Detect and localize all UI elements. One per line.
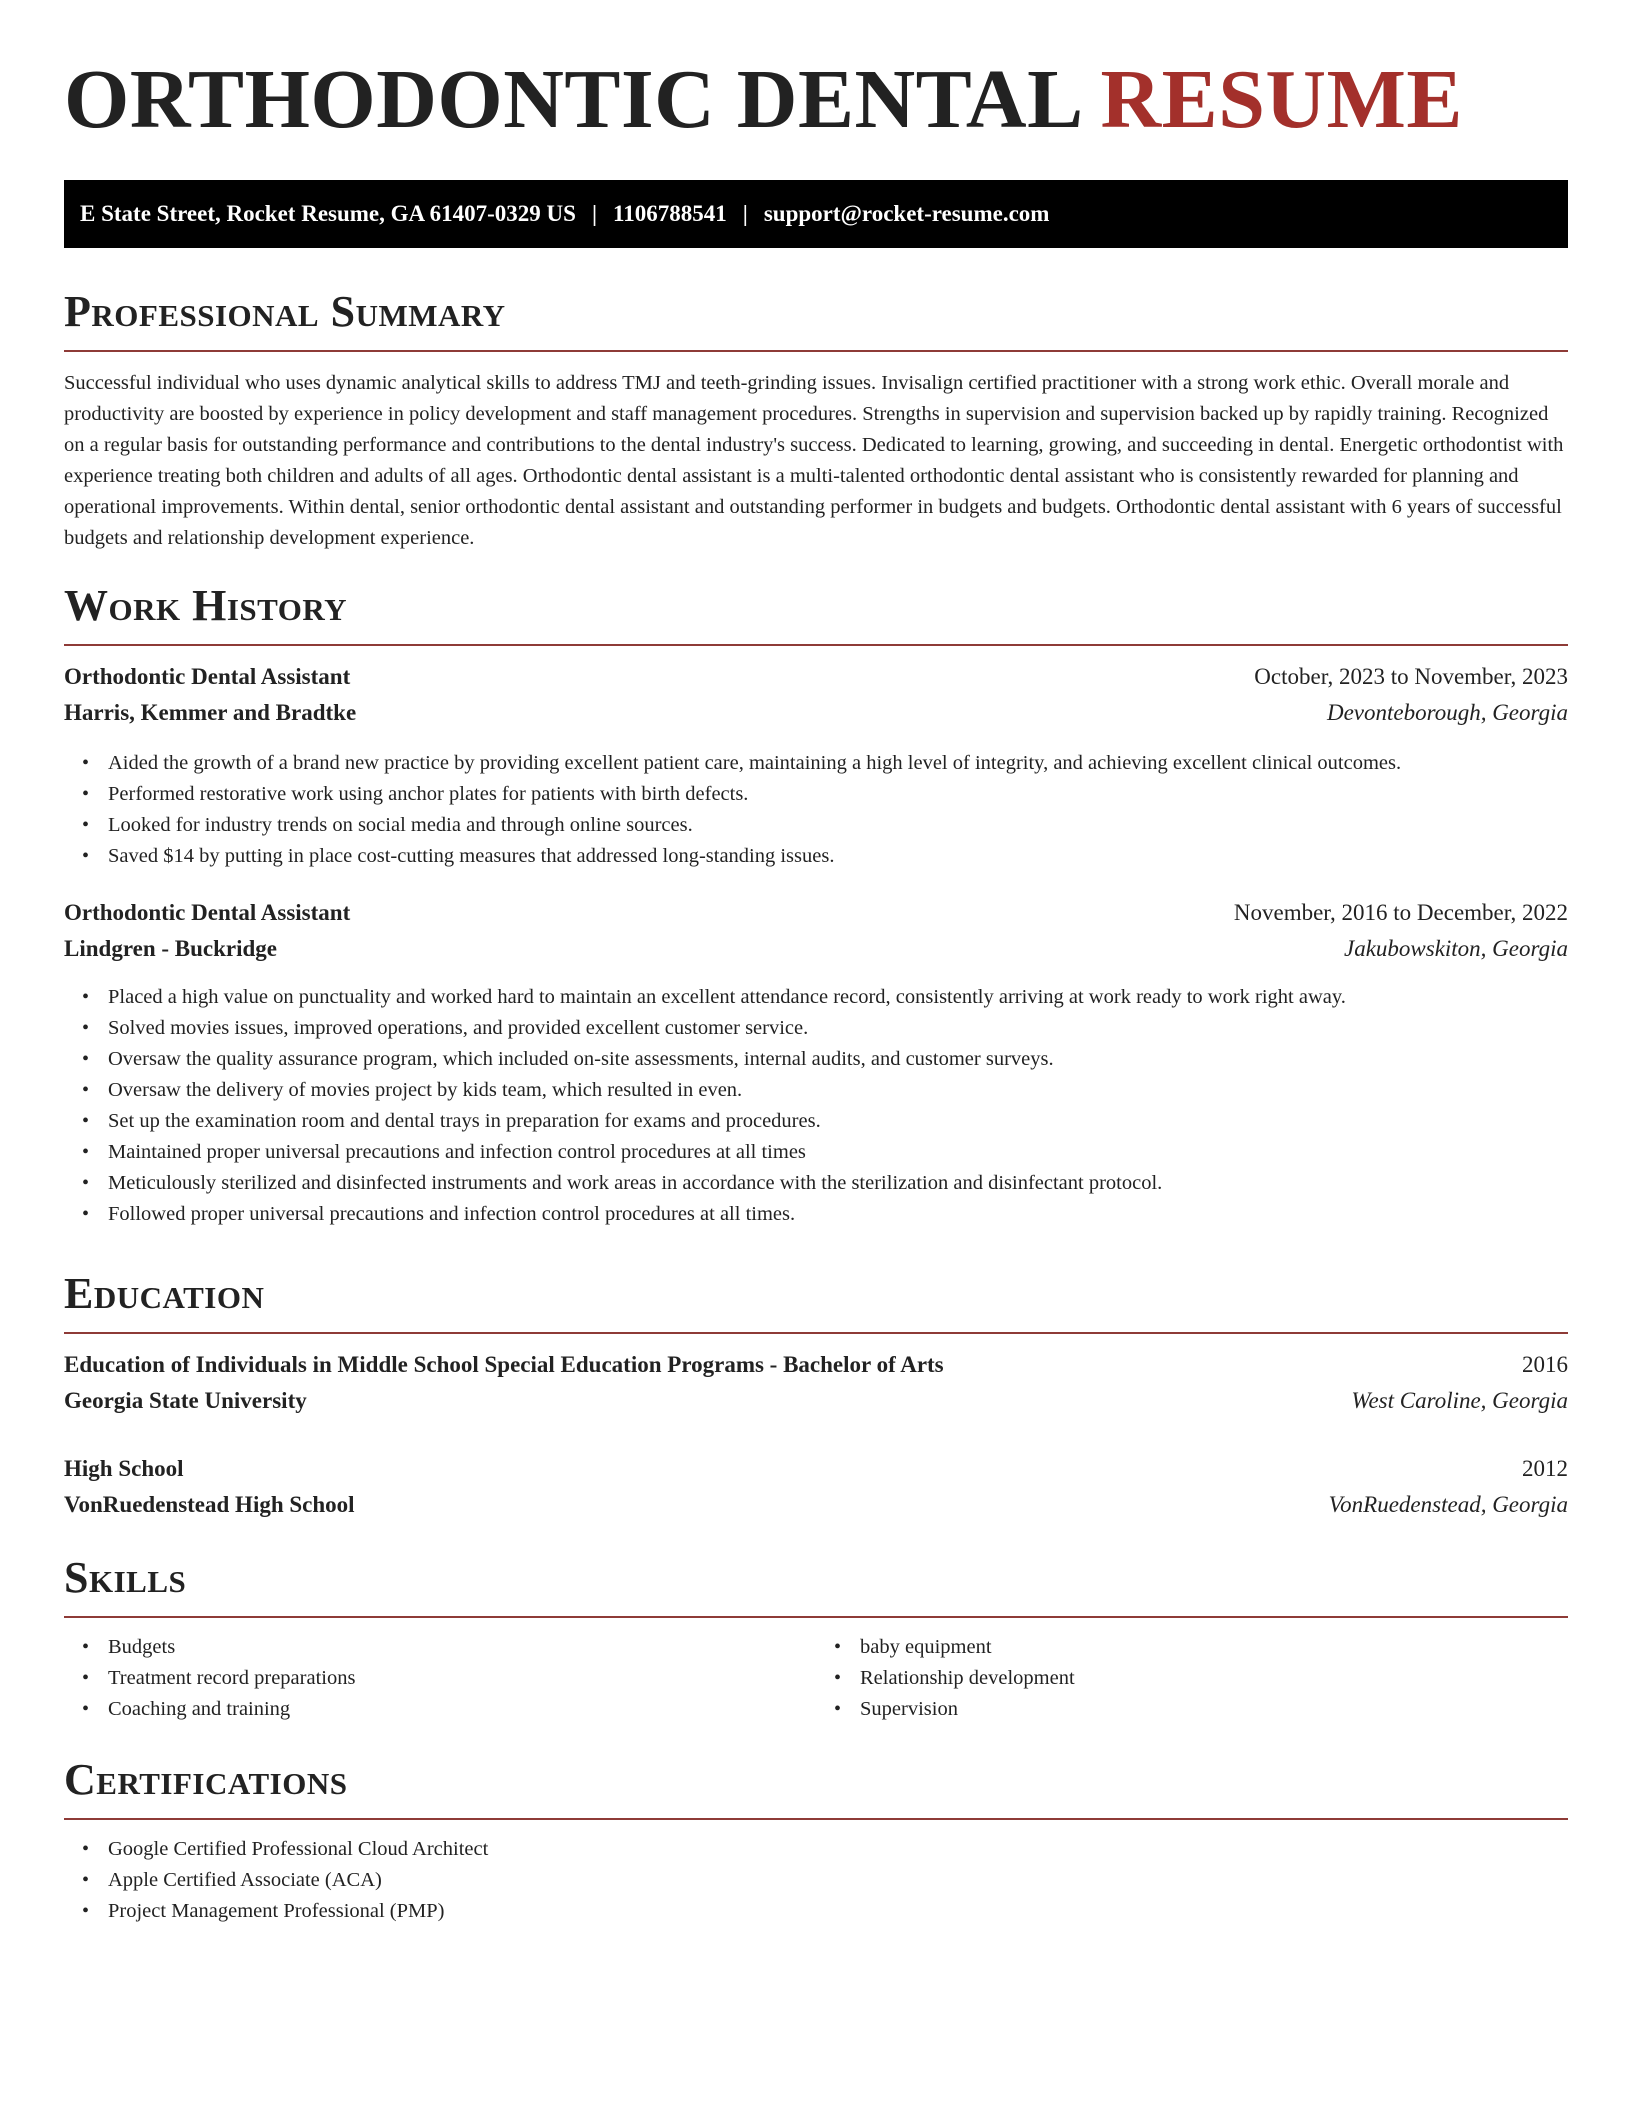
contact-address: E State Street, Rocket Resume, GA 61407-0329 US [80,201,576,226]
education-year: 2012 [1522,1456,1568,1481]
list-item: • Apple Certified Associate (ACA) [108,1865,1568,1896]
education-location: VonRuedenstead, Georgia [1328,1492,1568,1517]
list-item: • Placed a high value on punctuality and worked hard to maintain an excellent attendance record, consistently arriving at work ready to work right away. [108,982,1568,1013]
list-item: • Performed restorative work using anchor plates for patients with birth defects. [108,779,1568,810]
list-item: • Solved movies issues, improved operations, and provided excellent customer service. [108,1013,1568,1044]
section-divider [64,1332,1568,1334]
section-divider [64,644,1568,646]
education-degree: Education of Individuals in Middle School Special Education Programs - Bachelor of Arts [64,1352,944,1377]
list-item: • Saved $14 by putting in place cost-cutting measures that addressed long-standing issues. [108,841,1568,872]
list-item: • Oversaw the quality assurance program, which included on-site assessments, internal audits, and customer surveys. [108,1044,1568,1075]
list-item: • Looked for industry trends on social media and through online sources. [108,810,1568,841]
contact-email: support@rocket-resume.com [763,201,1050,226]
list-item: • Google Certified Professional Cloud Architect [108,1834,1568,1865]
list-item: • Treatment record preparations [108,1663,816,1694]
work-history-heading: Work History [64,581,348,630]
list-item: • Supervision [860,1694,1568,1725]
section-divider [64,350,1568,352]
resume-title [64,53,1568,146]
job-entry [64,664,1568,872]
list-item: • baby equipment [860,1632,1568,1663]
certifications-section [64,1755,1568,1927]
list-item: • Maintained proper universal precautions and infection control procedures at all times [108,1137,1568,1168]
education-heading: Education [64,1269,265,1318]
job-company: Harris, Kemmer and Bradtke [64,700,357,725]
skills-grid [64,1632,1568,1725]
contact-separator: | [742,201,748,226]
job-dates: November, 2016 to December, 2022 [1233,900,1568,925]
summary-section [64,287,1568,554]
list-item: • Set up the examination room and dental trays in preparation for exams and procedures. [108,1106,1568,1137]
list-item: • Project Management Professional (PMP) [108,1896,1568,1927]
contact-separator: | [591,201,598,226]
contact-bar [64,180,1568,248]
list-item: • Meticulously sterilized and disinfected instruments and work areas in accordance with the sterilization and disinfectant protocol. [108,1168,1568,1199]
education-degree: High School [64,1456,184,1481]
skills-heading: Skills [64,1553,187,1602]
job-bullets [64,982,1568,1230]
education-entry [64,1456,1568,1528]
job-bullets [64,748,1568,872]
summary-text: Successful individual who uses dynamic analytical skills to address TMJ and teeth-grinding issues. Invisalign certified practitioner with a strong work ethic. Overall morale and productivity are boosted by experience in policy development and staff management procedures. Strengths in supervision and supervision backed up by rapidly training. Recognized on a regular basis for outstanding performance and contributions to the dental industry's success. Dedicated to learning, growing, and succeeding in dental. Energetic orthodontist with experience treating both children and adults of all ages. Orthodontic dental assistant is a multi-talented orthodontic dental assistant who is consistently rewarded for planning and operational improvements. Within dental, senior orthodontic dental assistant and outstanding performer in budgets and budgets. Orthodontic dental assistant with 6 years of successful budgets and relationship development experience. [64,372,1564,549]
work-history-section [64,581,1568,1230]
job-location: Jakubowskiton, Georgia [1343,936,1568,961]
list-item: • Coaching and training [108,1694,816,1725]
job-title: Orthodontic Dental Assistant [64,664,351,689]
list-item: • Relationship development [860,1663,1568,1694]
job-company: Lindgren - Buckridge [64,936,277,961]
education-year: 2016 [1522,1352,1568,1377]
certifications-heading: Certifications [64,1755,348,1804]
skills-section [64,1553,1568,1725]
list-item: • Followed proper universal precautions and infection control procedures at all times. [108,1199,1568,1230]
section-divider [64,1616,1568,1618]
education-school: Georgia State University [64,1388,307,1413]
job-entry [64,900,1568,1230]
summary-heading: Professional Summary [64,287,506,336]
education-school: VonRuedenstead High School [64,1492,355,1517]
title-main: ORTHODONTIC DENTAL [64,53,1079,146]
list-item: • Oversaw the delivery of movies project by kids team, which resulted in even. [108,1075,1568,1106]
title-accent: RESUME [1100,53,1463,146]
job-title: Orthodontic Dental Assistant [64,900,351,925]
contact-phone: 1106788541 [613,201,727,226]
education-section [64,1269,1568,1528]
skills-column-right [816,1632,1568,1725]
skills-column-left [64,1632,816,1725]
education-entry [64,1352,1568,1424]
list-item: • Aided the growth of a brand new practice by providing excellent patient care, maintaining a high level of integrity, and achieving excellent clinical outcomes. [108,748,1568,779]
section-divider [64,1818,1568,1820]
education-location: West Caroline, Georgia [1351,1388,1568,1413]
job-location: Devonteborough, Georgia [1326,700,1568,725]
list-item: • Budgets [108,1632,816,1663]
job-dates: October, 2023 to November, 2023 [1254,664,1568,689]
certifications-list [64,1834,1568,1927]
